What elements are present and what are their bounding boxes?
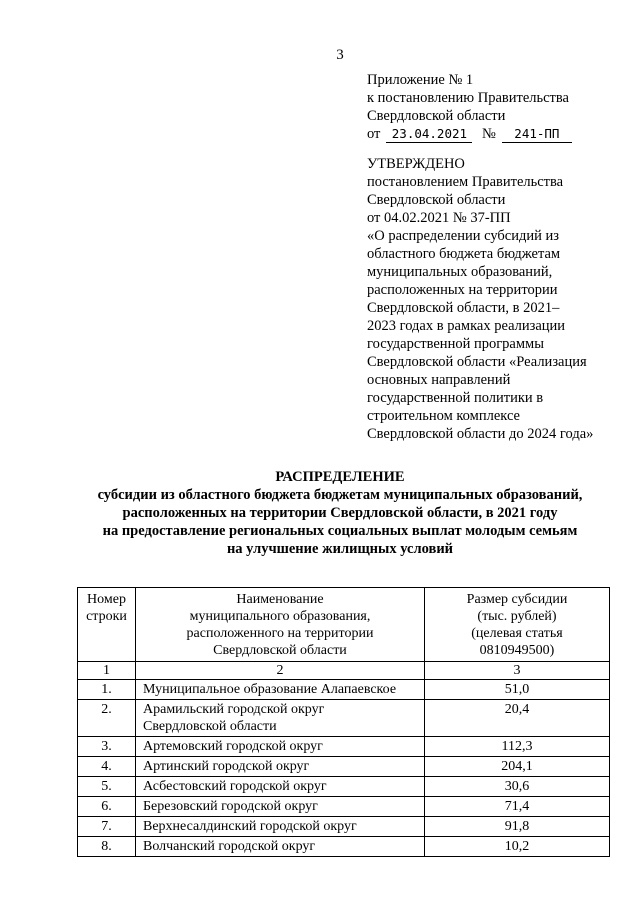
subsidy-amount-cell: 71,4 [425, 797, 610, 817]
column-numbers-row [78, 662, 610, 680]
heading-title: РАСПРЕДЕЛЕНИЕ [275, 469, 405, 485]
row-number-cell: 3. [78, 737, 136, 757]
header-municipality-name [136, 588, 425, 662]
subsidy-amount-cell: 51,0 [425, 680, 610, 700]
header-line: строки [86, 609, 127, 624]
municipality-name-line: Арамильский городской округ [143, 702, 325, 717]
row-number-cell: 6. [78, 797, 136, 817]
municipality-name-line: Асбестовский городской округ [143, 779, 327, 794]
row-number-cell: 1. [78, 680, 136, 700]
heading-line: на предоставление региональных социальных выплат молодым семьям [102, 523, 578, 539]
header-line: муниципального образования, [189, 609, 371, 624]
municipality-name-line: Муниципальное образование Алапаевское [143, 682, 397, 697]
municipality-name-cell [136, 777, 425, 797]
approved-line: основных направлений [367, 372, 511, 388]
subsidy-amount-cell: 112,3 [425, 737, 610, 757]
heading-line: субсидии из областного бюджета бюджетам муниципальных образований, [97, 487, 583, 503]
header-line: 0810949500) [479, 643, 555, 658]
municipality-name-cell [136, 797, 425, 817]
approved-line: строительном комплексе [367, 408, 520, 424]
approved-title: УТВЕРЖДЕНО [367, 156, 465, 172]
subsidy-amount-cell: 91,8 [425, 817, 610, 837]
subsidy-amount-cell: 204,1 [425, 757, 610, 777]
approved-line: муниципальных образований, [367, 264, 553, 280]
municipality-name-line: Артинский городской округ [143, 759, 310, 774]
approved-line: расположенных на территории [367, 282, 558, 298]
heading-line: расположенных на территории Свердловской области, в 2021 году [122, 505, 558, 521]
table-row [78, 700, 610, 737]
approved-block [367, 155, 629, 443]
annex-date-stamp: 23.04.2021 [386, 126, 472, 143]
approved-line: государственной политики в [367, 390, 544, 406]
row-number-cell: 8. [78, 837, 136, 857]
municipality-name-cell [136, 737, 425, 757]
municipality-name-line: Березовский городской округ [143, 799, 318, 814]
header-row-number [78, 588, 136, 662]
table-row [78, 817, 610, 837]
municipality-name-line: Верхнесалдинский городской округ [143, 819, 357, 834]
municipality-name-line: Волчанский городской округ [143, 839, 316, 854]
header-line: Наименование [236, 592, 324, 607]
municipality-name-cell [136, 757, 425, 777]
annex-number-stamp: 241-ПП [502, 126, 572, 143]
municipality-name-line: Свердловской области [143, 719, 277, 734]
approved-line: «О распределении субсидий из [367, 228, 559, 244]
row-number-cell: 7. [78, 817, 136, 837]
approved-line: Свердловской области до 2024 года» [367, 426, 594, 442]
header-line: Номер [87, 592, 126, 607]
annex-block [367, 71, 637, 143]
heading-line: на улучшение жилищных условий [226, 541, 454, 557]
subsidy-amount-cell: 10,2 [425, 837, 610, 857]
municipality-name-cell [136, 680, 425, 700]
approved-line: Свердловской области [367, 192, 506, 208]
distribution-table [77, 587, 610, 857]
approved-line: постановлением Правительства [367, 174, 564, 190]
approved-line: от 04.02.2021 № 37-ПП [367, 210, 511, 226]
municipality-name-cell [136, 817, 425, 837]
header-line: (целевая статья [471, 626, 563, 641]
annex-date-line [367, 125, 637, 143]
table-body [78, 680, 610, 857]
subsidy-amount-cell: 20,4 [425, 700, 610, 737]
municipality-name-cell [136, 837, 425, 857]
approved-line: Свердловской области «Реализация [367, 354, 587, 370]
header-line: Свердловской области [213, 643, 347, 658]
distribution-heading [60, 468, 620, 558]
annex-line-3: Свердловской области [367, 108, 506, 124]
table-row [78, 737, 610, 757]
annex-number-prefix: № [482, 126, 496, 142]
header-line: расположенного на территории [186, 626, 374, 641]
table-row [78, 680, 610, 700]
approved-line: 2023 годах в рамках реализации [367, 318, 566, 334]
table-row [78, 837, 610, 857]
header-subsidy-amount [425, 588, 610, 662]
municipality-name-line: Артемовский городской округ [143, 739, 323, 754]
column-number: 3 [425, 662, 610, 680]
table-row [78, 777, 610, 797]
column-number: 2 [136, 662, 425, 680]
annex-date-prefix: от [367, 126, 381, 142]
municipality-name-cell [136, 700, 425, 737]
header-line: Размер субсидии [466, 592, 568, 607]
annex-title: Приложение № 1 [367, 72, 474, 88]
page-number: 3 [336, 47, 344, 63]
approved-line: государственной программы [367, 336, 544, 352]
approved-line: областного бюджета бюджетам [367, 246, 561, 262]
row-number-cell: 2. [78, 700, 136, 737]
annex-line-2: к постановлению Правительства [367, 90, 569, 106]
row-number-cell: 4. [78, 757, 136, 777]
approved-line: Свердловской области, в 2021– [367, 300, 560, 316]
column-number: 1 [78, 662, 136, 680]
table-row [78, 757, 610, 777]
row-number-cell: 5. [78, 777, 136, 797]
table-header-row [78, 588, 610, 662]
subsidy-amount-cell: 30,6 [425, 777, 610, 797]
header-line: (тыс. рублей) [477, 609, 557, 624]
table-row [78, 797, 610, 817]
